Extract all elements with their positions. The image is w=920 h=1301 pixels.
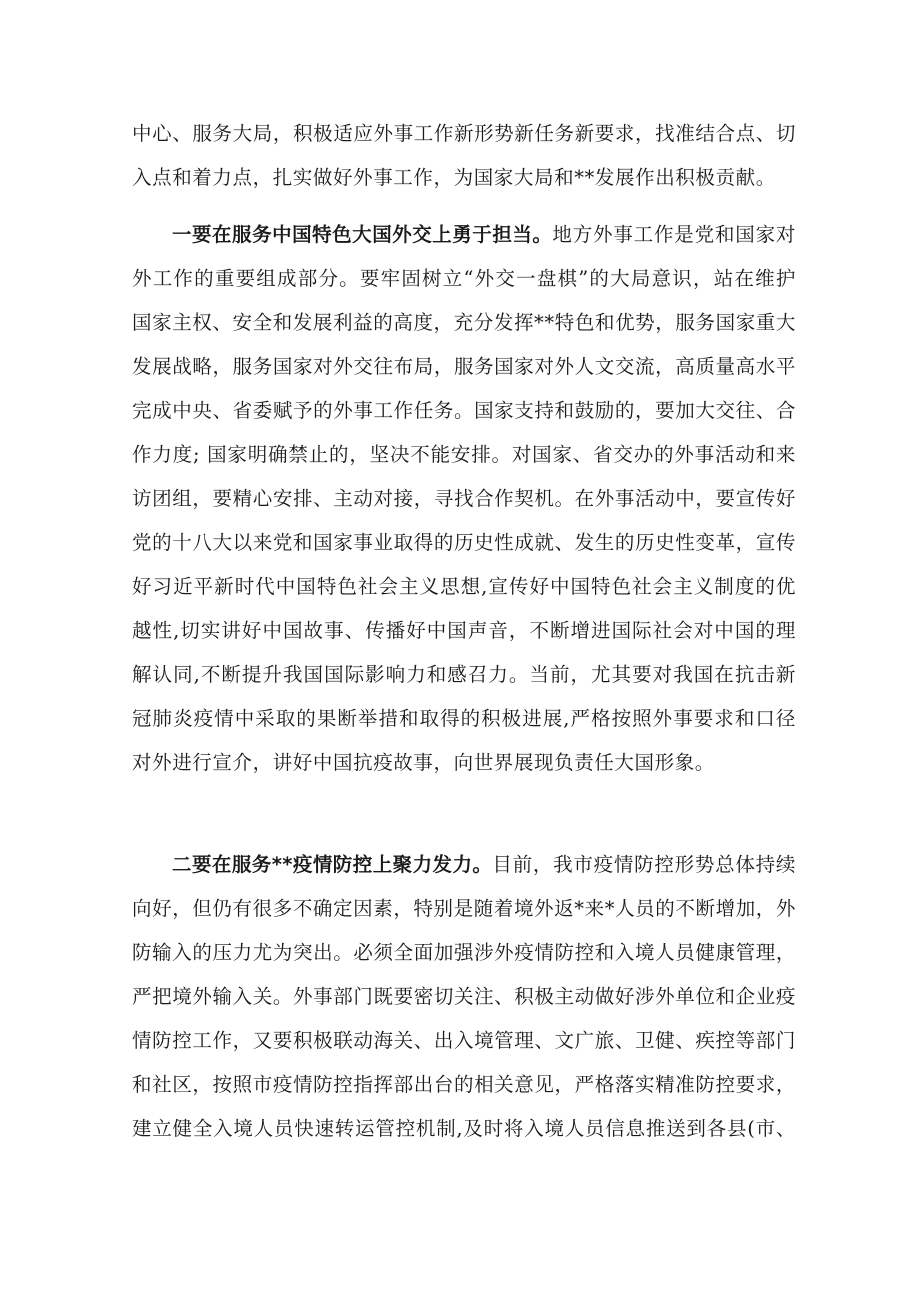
paragraph-line: 防输入的压力尤为突出。必须全面加强涉外疫情防控和入境人员健康管理， — [132, 941, 796, 964]
paragraph-line: 访团组，要精心安排、主动对接，寻找合作契机。在外事活动中，要宣传好 — [132, 487, 796, 510]
paragraph-line: 严把境外输入关。外事部门既要密切关注、积极主动做好涉外单位和企业疫 — [132, 985, 796, 1008]
paragraph-line: 中心、服务大局，积极适应外事工作新形势新任务新要求，找准结合点、切 — [132, 122, 796, 145]
paragraph-heading: 一要在服务中国特色大国外交上勇于担当。 — [172, 223, 553, 246]
paragraph-epidemic-control — [132, 843, 796, 1151]
paragraph-line: 和社区，按照市疫情防控指挥部出台的相关意见，严格落实精准防控要求， — [132, 1073, 796, 1096]
paragraph-diplomacy — [132, 213, 796, 785]
paragraph-line: 作力度; 国家明确禁止的，坚决不能安排。对国家、省交办的外事活动和来 — [132, 443, 796, 466]
paragraph-line: 完成中央、省委赋予的外事工作任务。国家支持和鼓励的，要加大交往、合 — [132, 399, 796, 422]
paragraph-line: 党的十八大以来党和国家事业取得的历史性成就、发生的历史性变革，宣传 — [132, 531, 796, 554]
paragraph-first-line — [132, 213, 796, 257]
paragraph-line: 发展战略，服务国家对外交往布局，服务国家对外人文交流，高质量高水平 — [132, 355, 796, 378]
paragraph-line: 入点和着力点，扎实做好外事工作，为国家大局和**发展作出积极贡献。 — [132, 166, 776, 189]
paragraph-heading: 二要在服务**疫情防控上聚力发力。 — [172, 853, 493, 876]
paragraph-line: 好习近平新时代中国特色社会主义思想,宣传好中国特色社会主义制度的优 — [132, 575, 796, 598]
paragraph-intro — [132, 112, 796, 200]
paragraph-line: 国家主权、安全和发展利益的高度，充分发挥**特色和优势，服务国家重大 — [132, 311, 796, 334]
paragraph-line: 越性,切实讲好中国故事、传播好中国声音，不断增进国际社会对中国的理 — [132, 619, 796, 642]
paragraph-line: 外工作的重要组成部分。要牢固树立“外交一盘棋”的大局意识，站在维护 — [132, 267, 796, 290]
paragraph-line: 向好，但仍有很多不确定因素，特别是随着境外返*来*人员的不断增加，外 — [132, 897, 796, 920]
paragraph-line: 解认同,不断提升我国国际影响力和感召力。当前，尤其要对我国在抗击新 — [132, 663, 796, 686]
paragraph-line: 对外进行宣介，讲好中国抗疫故事，向世界展现负责任大国形象。 — [132, 751, 715, 774]
paragraph-line: 建立健全入境人员快速转运管控机制,及时将入境人员信息推送到各县(市、 — [132, 1117, 796, 1140]
paragraph-first-line — [132, 843, 796, 887]
paragraph-text: 目前，我市疫情防控形势总体持续 — [492, 853, 796, 876]
paragraph-line: 情防控工作，又要积极联动海关、出入境管理、文广旅、卫健、疾控等部门 — [132, 1029, 796, 1052]
paragraph-line: 冠肺炎疫情中采取的果断举措和取得的积极进展,严格按照外事要求和口径 — [132, 707, 796, 730]
paragraph-text: 地方外事工作是党和国家对 — [552, 223, 796, 246]
